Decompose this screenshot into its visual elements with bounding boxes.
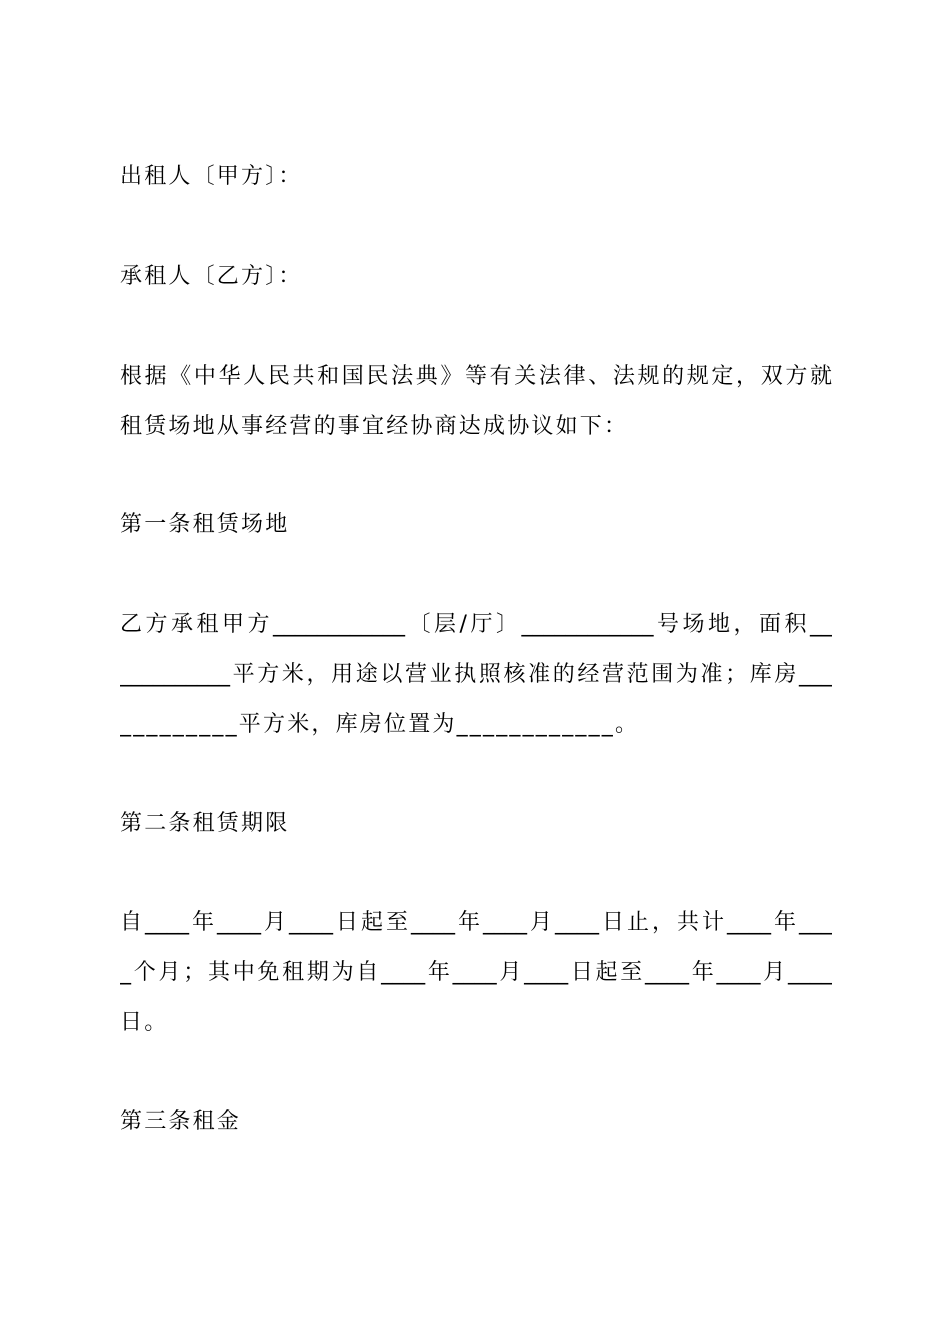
article2-heading: 第二条租赁期限 (120, 811, 290, 836)
preamble-line-1: 根据《中华人民共和国民法典》等有关法律、法规的规定，双方就 (120, 364, 832, 389)
article1-line-3: _________平方米，库房位置为____________。 (120, 712, 640, 737)
article2-line-1: 自____年____月____日起至____年____月____日止，共计____年___ (120, 910, 832, 935)
article1-line-1: 乙方承租甲方____________〔层/厅〕____________号场地，面积__ (120, 612, 832, 637)
article3-heading: 第三条租金 (120, 1109, 242, 1134)
article1-heading: 第一条租赁场地 (120, 512, 290, 537)
article1-line-2: __________平方米，用途以营业执照核准的经营范围为准；库房___ (120, 662, 832, 687)
article2-line-3: 日。 (120, 1010, 169, 1035)
lessee-label: 承租人〔乙方〕： (120, 264, 303, 289)
lessor-label: 出租人〔甲方〕： (120, 164, 303, 189)
preamble-line-2: 租赁场地从事经营的事宜经协商达成协议如下： (120, 414, 629, 439)
article2-line-2: _个月；其中免租期为自____年____月____日起至____年____月____ (120, 960, 832, 985)
